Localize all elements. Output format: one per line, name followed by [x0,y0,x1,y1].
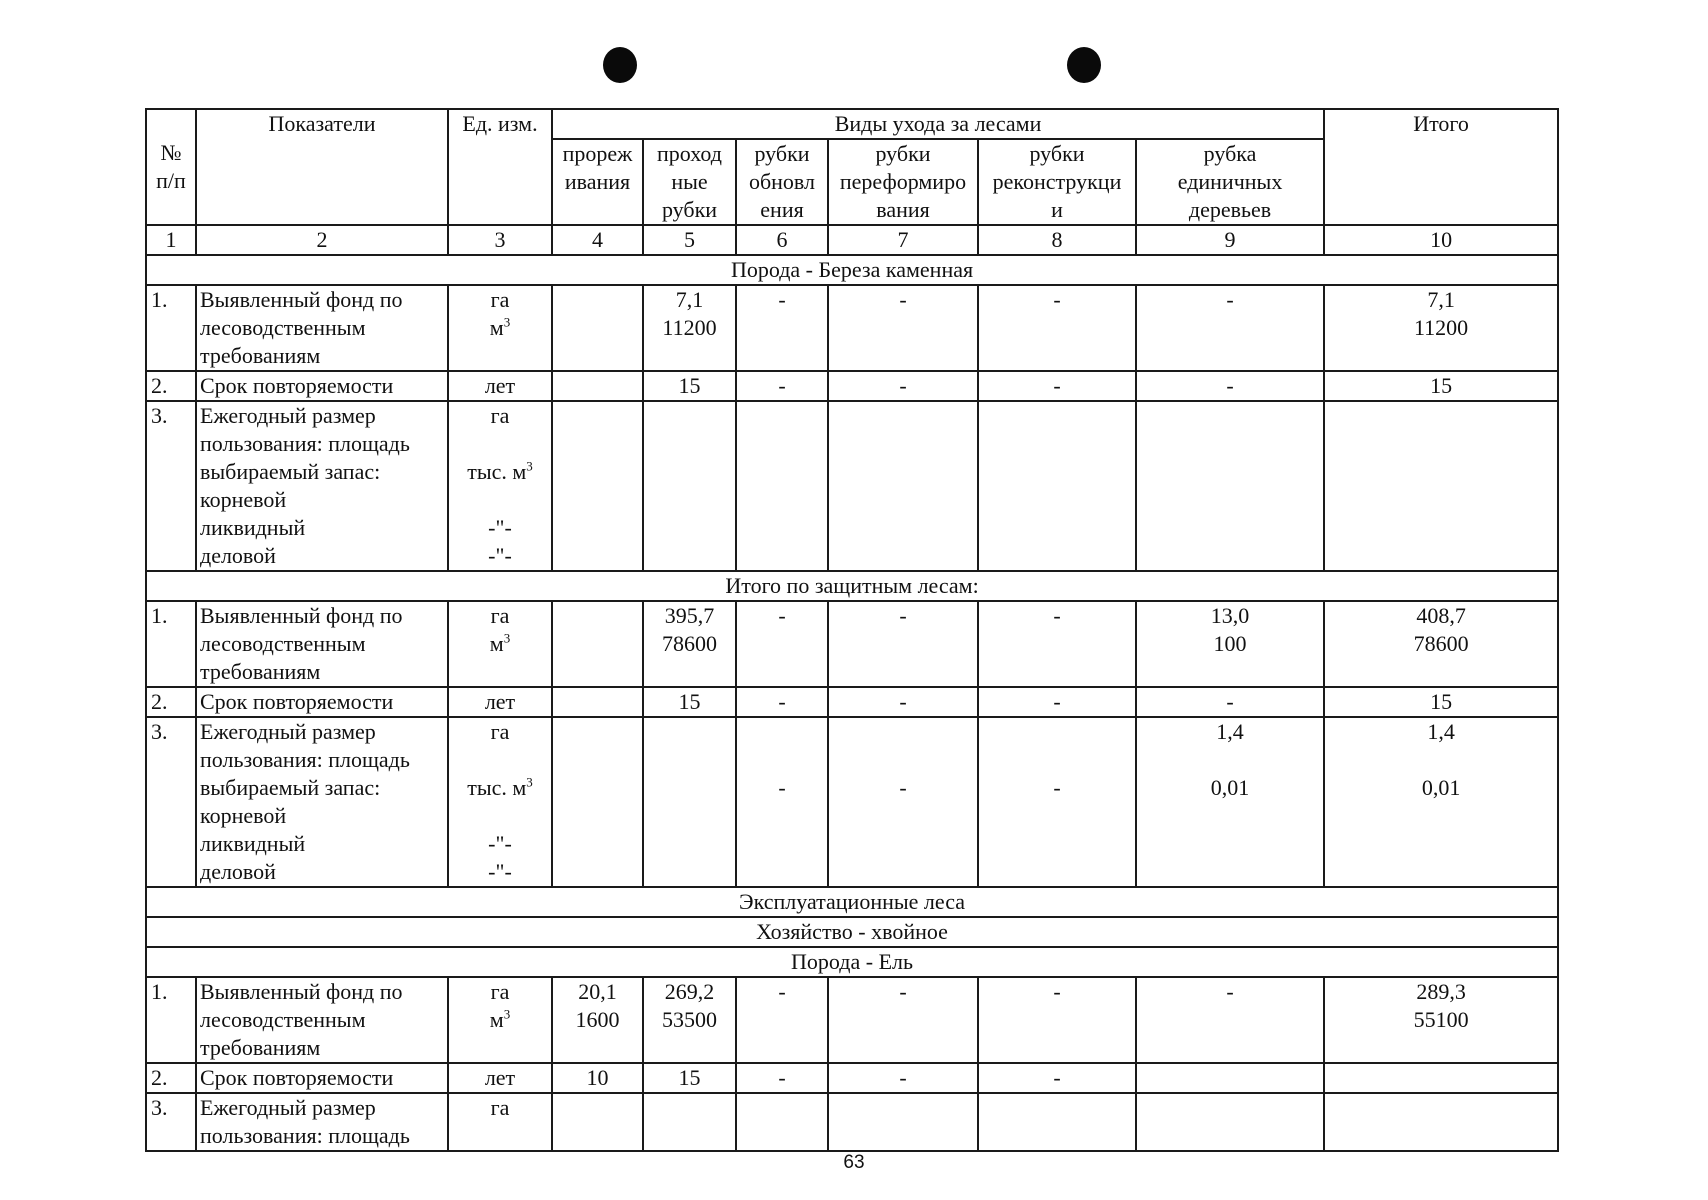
value-cell [1136,1093,1324,1151]
value-cell [1324,977,1558,1063]
row-label-line: требованиям [200,659,321,684]
section-row [146,887,1558,917]
value-line: - [1226,979,1234,1004]
value-cell [552,601,643,687]
value-cell [643,401,736,571]
value-line: 78600 [1413,631,1469,656]
value-line: - [1053,603,1061,628]
value-line: 55100 [1413,1007,1469,1032]
value-line: 15 [678,1065,701,1090]
value-line: 395,7 [664,603,715,628]
row-unit-line: -"- [488,515,512,540]
header-col-text-line: ивания [564,169,631,194]
row-label-line: пользования: площадь [200,431,410,456]
column-number: 6 [736,225,828,255]
row-label-line: Срок повторяемости [200,373,394,398]
value-line: 0,01 [1210,775,1250,800]
table-row [146,687,1558,717]
value-cell [1324,401,1558,571]
value-line: 269,2 [664,979,715,1004]
value-line: 11200 [662,315,717,340]
value-line: - [778,603,786,628]
value-cell [643,371,736,401]
row-unit [448,285,552,371]
value-line [556,286,639,314]
row-unit-line: -"- [488,543,512,568]
column-number: 4 [552,225,643,255]
header-col-text-line: и [1051,197,1063,222]
value-cell [552,1093,643,1151]
value-cell [1136,717,1324,887]
value-line [982,402,1132,430]
column-number: 1 [146,225,196,255]
header-col-text-line: вания [876,197,930,222]
value-line [832,1094,974,1122]
forest-care-table [145,108,1559,1152]
header-col-text-line: ные [671,169,708,194]
value-cell [1136,401,1324,571]
value-line: 289,3 [1416,979,1466,1004]
value-line: 1,4 [1216,719,1244,744]
row-unit [448,601,552,687]
value-line [556,688,639,716]
value-line [556,402,639,430]
row-unit-line: га [490,603,510,628]
table-row [146,1093,1558,1151]
value-line: - [1053,979,1061,1004]
header-row-top [146,109,1558,139]
value-cell [552,285,643,371]
row-label-line: пользования: площадь [200,747,410,772]
value-line [647,1094,732,1122]
value-line [740,718,824,746]
value-cell [978,401,1136,571]
row-label-line: ликвидный [200,515,306,540]
value-line: 1600 [575,1007,620,1032]
value-line [982,746,1132,774]
value-cell [643,977,736,1063]
value-cell [828,1093,978,1151]
value-line: - [899,689,907,714]
row-unit [448,717,552,887]
row-label-line: лесоводственным [200,315,366,340]
row-label-line: ликвидный [200,831,306,856]
value-line: - [778,373,786,398]
column-number: 3 [448,225,552,255]
value-line: - [1053,689,1061,714]
row-number: 1. [146,977,196,1063]
table-row [146,977,1558,1063]
column-number: 10 [1324,225,1558,255]
value-cell [552,717,643,887]
value-line [647,402,732,430]
punch-hole-right [1067,47,1101,83]
value-cell [828,1063,978,1093]
value-cell [978,977,1136,1063]
row-label-line: Выявленный фонд по [200,287,403,312]
value-line [1140,402,1320,430]
row-unit [448,687,552,717]
value-cell [736,1063,828,1093]
value-line: - [778,287,786,312]
value-line [1140,1094,1320,1122]
row-unit [448,1093,552,1151]
value-cell [1324,687,1558,717]
section-title: Итого по защитным лесам: [146,571,1558,601]
value-cell [1136,977,1324,1063]
value-cell [1324,1093,1558,1151]
header-col-5 [643,139,736,225]
value-line [1328,746,1554,774]
column-number: 5 [643,225,736,255]
value-cell [643,687,736,717]
section-title: Эксплуатационные леса [146,887,1558,917]
value-line: 1,4 [1427,719,1455,744]
value-line: - [778,689,786,714]
row-number: 2. [146,1063,196,1093]
value-cell [828,687,978,717]
value-line: 15 [1430,373,1453,398]
page-number: 63 [843,1152,865,1173]
value-line: - [778,775,786,800]
value-cell [978,717,1136,887]
value-cell [978,1063,1136,1093]
table-body [146,109,1558,1151]
value-cell [736,1093,828,1151]
column-number: 2 [196,225,448,255]
row-number: 2. [146,687,196,717]
header-col-text-line: деревьев [1188,197,1272,222]
header-col-text-line [556,196,639,224]
value-line: 20,1 [578,979,617,1004]
row-label-line: деловой [200,543,276,568]
header-col-text-line: обновл [748,169,816,194]
value-cell [828,401,978,571]
value-line: 78600 [662,631,717,656]
value-line: - [899,979,907,1004]
row-label [196,401,448,571]
value-line: - [1053,373,1061,398]
row-label [196,687,448,717]
value-line: 408,7 [1416,603,1466,628]
row-unit-line: $м^3$ [489,630,511,656]
header-col-9 [1136,139,1324,225]
header-col-text-line: ения [760,197,804,222]
value-line [1328,1094,1554,1122]
value-cell [736,717,828,887]
value-line [556,1094,639,1122]
header-col-text-line: единичных [1177,169,1283,194]
row-unit-line: -"- [488,859,512,884]
table-row [146,285,1558,371]
value-line [832,718,974,746]
header-col-text-line: прореж [562,141,633,166]
header-col-text-line: рубка [1203,141,1257,166]
header-col-6 [736,139,828,225]
row-label-line: выбираемый запас: [200,775,381,800]
value-cell [828,977,978,1063]
row-label-line: лесоводственным [200,1007,366,1032]
value-cell [828,717,978,887]
row-label-line: деловой [200,859,276,884]
row-unit-line: тыс. $м^3$ [467,458,533,484]
row-unit-line: лет [484,689,516,714]
header-col-7 [828,139,978,225]
row-label-line: корневой [200,803,287,828]
row-label-line: выбираемый запас: [200,459,381,484]
row-label-line: Выявленный фонд по [200,603,403,628]
value-cell [736,371,828,401]
column-number: 8 [978,225,1136,255]
value-line: 11200 [1413,315,1469,340]
row-unit [448,371,552,401]
value-line [556,718,639,746]
value-line: - [1226,373,1234,398]
value-cell [978,601,1136,687]
value-line [740,402,824,430]
value-cell [1324,717,1558,887]
row-unit-line [452,802,548,830]
value-line [556,372,639,400]
row-label [196,601,448,687]
value-line [647,718,732,746]
value-cell [643,601,736,687]
value-cell [736,687,828,717]
table-row [146,717,1558,887]
row-label-line: корневой [200,487,287,512]
value-line: 15 [1430,689,1453,714]
punch-hole-left [603,47,637,83]
header-col-text-line: рубки [875,141,931,166]
row-unit-line: га [490,1095,510,1120]
section-row [146,947,1558,977]
table-row [146,601,1558,687]
row-label-line: Ежегодный размер [200,719,376,744]
section-title: Порода - Ель [146,947,1558,977]
value-cell [978,687,1136,717]
row-number: 3. [146,1093,196,1151]
value-cell [1136,371,1324,401]
header-col-text-line: рубки [1029,141,1085,166]
row-unit-line: тыс. $м^3$ [467,774,533,800]
row-unit [448,977,552,1063]
value-line: - [1053,775,1061,800]
value-cell [643,717,736,887]
column-number: 7 [828,225,978,255]
row-unit-line: га [490,403,510,428]
value-cell [552,687,643,717]
value-line: 15 [678,689,701,714]
value-cell [736,977,828,1063]
row-unit-line: $м^3$ [489,1006,511,1032]
value-cell [736,601,828,687]
row-unit [448,1063,552,1093]
value-line: 7,1 [1427,287,1455,312]
header-col-text-line: рубки [661,197,718,222]
value-line: - [899,373,907,398]
value-cell [736,401,828,571]
table-row [146,1063,1558,1093]
row-unit-line [452,746,548,774]
value-line: - [1053,1065,1061,1090]
value-line [832,746,974,774]
value-line: - [899,1065,907,1090]
value-cell [1324,1063,1558,1093]
value-cell [1136,1063,1324,1093]
table-row [146,371,1558,401]
row-label-line: Выявленный фонд по [200,979,403,1004]
value-cell [1136,285,1324,371]
row-label-line: Срок повторяемости [200,689,394,714]
value-cell [828,371,978,401]
value-cell [978,285,1136,371]
value-line: - [778,1065,786,1090]
row-unit-line [452,486,548,514]
value-cell [1324,371,1558,401]
row-unit-line: га [490,287,510,312]
value-cell [552,977,643,1063]
value-cell [643,285,736,371]
row-label [196,977,448,1063]
header-col-text-line: рубки [754,141,810,166]
value-line [740,1094,824,1122]
header-group: Виды ухода за лесами [552,109,1324,139]
row-label [196,717,448,887]
value-cell [828,285,978,371]
value-cell [552,401,643,571]
column-number-row [146,225,1558,255]
row-label-line: Ежегодный размер [200,403,376,428]
row-unit-line: $м^3$ [489,314,511,340]
value-line [982,718,1132,746]
value-cell [828,601,978,687]
row-label [196,371,448,401]
value-line [556,602,639,630]
value-line: - [899,603,907,628]
row-label [196,1063,448,1093]
value-line: - [1226,689,1234,714]
row-unit-line: га [490,719,510,744]
header-num: № п/п [146,109,196,225]
value-cell [736,285,828,371]
value-line: 10 [586,1065,609,1090]
header-col-4 [552,139,643,225]
value-line [740,746,824,774]
header-col-8 [978,139,1136,225]
value-line [832,402,974,430]
row-label-line: Срок повторяемости [200,1065,394,1090]
row-unit-line: -"- [488,831,512,856]
value-line [1328,1064,1554,1092]
header-col-text-line: проход [657,141,722,166]
value-line: - [1226,287,1234,312]
value-line: 7,1 [675,287,704,312]
value-line [1140,746,1320,774]
value-cell [552,1063,643,1093]
row-label [196,1093,448,1151]
section-title: Хозяйство - хвойное [146,917,1558,947]
header-indicators: Показатели [196,109,448,225]
value-cell [1324,285,1558,371]
row-unit-line: лет [484,1065,516,1090]
row-label [196,285,448,371]
value-cell [978,1093,1136,1151]
section-row [146,255,1558,285]
header-unit: Ед. изм. [448,109,552,225]
row-label-line: лесоводственным [200,631,366,656]
header-col-text-line: переформиро [839,169,967,194]
value-line: 0,01 [1421,775,1461,800]
row-label-line: Ежегодный размер [200,1095,376,1120]
value-line: - [899,287,907,312]
row-number: 1. [146,285,196,371]
section-row [146,917,1558,947]
row-number: 3. [146,401,196,571]
value-cell [1136,687,1324,717]
row-unit [448,401,552,571]
value-line [1328,402,1554,430]
value-cell [1136,601,1324,687]
section-row [146,571,1558,601]
column-number: 9 [1136,225,1324,255]
value-line [1140,1064,1320,1092]
value-line [982,1094,1132,1122]
header-total: Итого [1324,109,1558,225]
value-line: - [1053,287,1061,312]
row-unit-line: га [490,979,510,1004]
row-label-line: требованиям [200,343,321,368]
value-cell [643,1063,736,1093]
value-cell [643,1093,736,1151]
row-number: 1. [146,601,196,687]
row-unit-line [452,430,548,458]
section-title: Порода - Береза каменная [146,255,1558,285]
row-number: 3. [146,717,196,887]
value-line: - [899,775,907,800]
value-line: 15 [678,373,701,398]
value-line: 13,0 [1210,603,1250,628]
row-number: 2. [146,371,196,401]
header-col-text-line: реконструкци [992,169,1122,194]
row-label-line: требованиям [200,1035,321,1060]
value-line: - [778,979,786,1004]
value-cell [1324,601,1558,687]
row-unit-line: лет [484,373,516,398]
value-cell [552,371,643,401]
table-row [146,401,1558,571]
value-cell [978,371,1136,401]
value-line: 100 [1213,631,1247,656]
value-line: 53500 [662,1007,717,1032]
row-label-line: пользования: площадь [200,1123,410,1148]
